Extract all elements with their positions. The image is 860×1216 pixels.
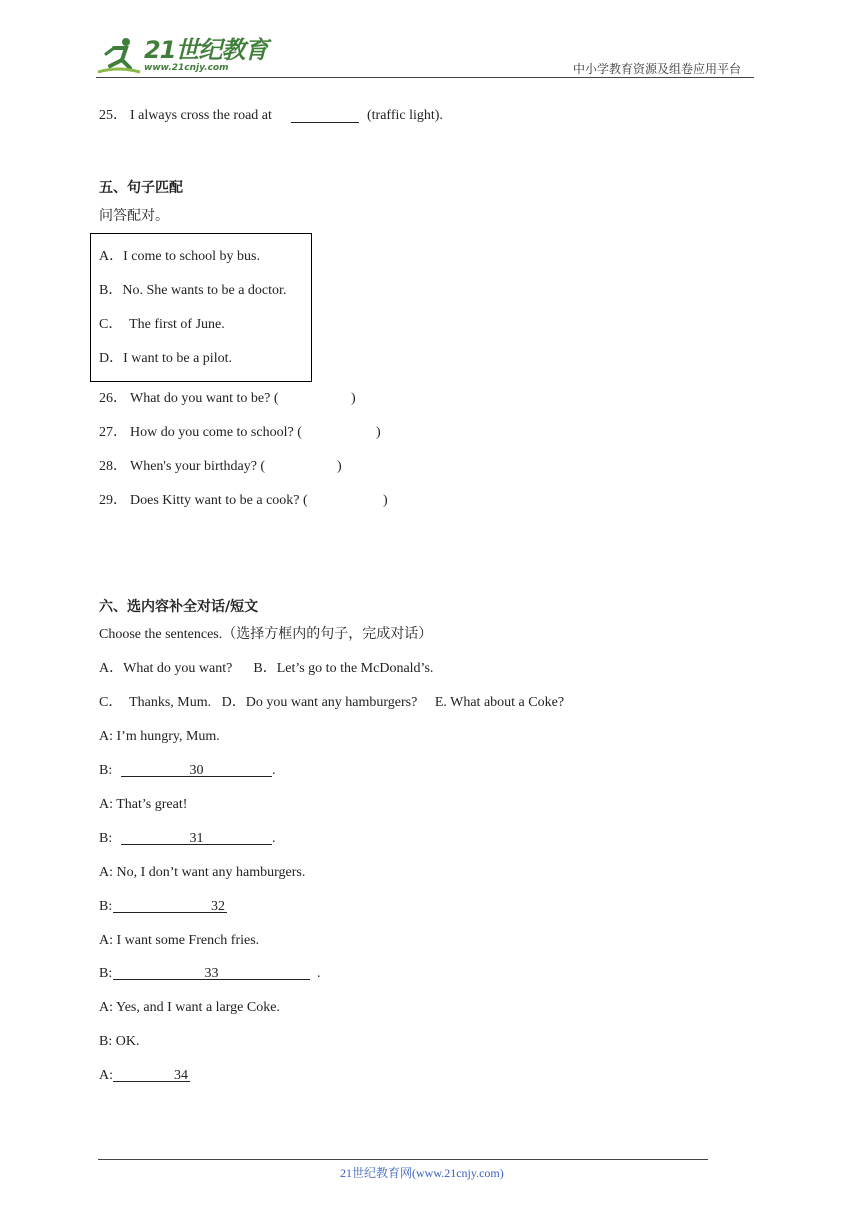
logo bbox=[96, 34, 276, 78]
question-number: 26． bbox=[99, 391, 127, 406]
question-hint: (traffic light). bbox=[367, 108, 443, 123]
answer-paren-close: ) bbox=[351, 391, 356, 406]
dialogue-line: A: I want some French fries. bbox=[99, 933, 260, 948]
section-title: 六、选内容补全对话/短文 bbox=[99, 599, 259, 615]
runner-logo-icon bbox=[96, 36, 142, 76]
dialogue-line: A: I’m hungry, Mum. bbox=[99, 729, 220, 744]
option-item: B．No. She wants to be a doctor. bbox=[99, 283, 287, 298]
blank-number: 30 bbox=[189, 763, 204, 778]
section-title: 五、句子匹配 bbox=[99, 180, 183, 196]
dialogue-speaker: B: bbox=[99, 831, 113, 846]
question-number: 28． bbox=[99, 459, 127, 474]
answer-paren-close: ) bbox=[376, 425, 381, 440]
section-instruction: Choose the sentences.（选择方框内的句子，完成对话） bbox=[99, 627, 433, 642]
logo-url: www.21cnjy.com bbox=[144, 63, 229, 73]
options-line: C． Thanks, Mum. D．Do you want any hamburgers? E. What about a Coke? bbox=[99, 695, 565, 710]
dialogue-punct: . bbox=[272, 831, 276, 846]
option-item: C． The first of June. bbox=[99, 317, 225, 332]
question-text: Does Kitty want to be a cook? ( bbox=[130, 493, 308, 508]
dialogue-line: B: OK. bbox=[99, 1034, 140, 1049]
blank-number: 34 bbox=[174, 1068, 188, 1083]
question-text: How do you come to school? ( bbox=[130, 425, 302, 440]
dialogue-speaker: B: bbox=[99, 966, 113, 981]
answer-paren-close: ) bbox=[383, 493, 388, 508]
header-platform-text: 中小学教育资源及组卷应用平台 bbox=[573, 62, 742, 76]
header-divider bbox=[96, 77, 754, 78]
dialogue-punct: . bbox=[317, 966, 321, 981]
options-line: A．What do you want? B．Let’s go to the McDonald’s. bbox=[99, 661, 434, 676]
dialogue-speaker: B: bbox=[99, 899, 113, 914]
dialogue-speaker: A: bbox=[99, 1068, 113, 1083]
dialogue-line: A: No, I don’t want any hamburgers. bbox=[99, 865, 306, 880]
answer-paren-close: ) bbox=[337, 459, 342, 474]
dialogue-punct: . bbox=[272, 763, 276, 778]
question-number: 29． bbox=[99, 493, 127, 508]
question-text: When's your birthday? ( bbox=[130, 459, 266, 474]
option-item: D．I want to be a pilot. bbox=[99, 351, 232, 366]
question-number: 27． bbox=[99, 425, 127, 440]
footer-link[interactable]: 21世纪教育网(www.21cnjy.com) bbox=[340, 1166, 504, 1180]
question-text: What do you want to be? ( bbox=[130, 391, 279, 406]
section-instruction: 问答配对。 bbox=[99, 208, 169, 224]
dialogue-speaker: B: bbox=[99, 763, 113, 778]
logo-text: 21世纪教育 bbox=[144, 36, 268, 64]
option-item: A．I come to school by bus. bbox=[99, 249, 260, 264]
blank-number: 33 bbox=[204, 966, 219, 981]
footer-divider bbox=[98, 1159, 708, 1160]
answer-blank[interactable] bbox=[113, 912, 227, 913]
dialogue-line: A: That’s great! bbox=[99, 797, 188, 812]
blank-number: 31 bbox=[189, 831, 204, 846]
answer-blank[interactable] bbox=[291, 122, 359, 123]
question-number: 25． bbox=[99, 108, 127, 123]
dialogue-line: A: Yes, and I want a large Coke. bbox=[99, 1000, 280, 1015]
question-text: I always cross the road at bbox=[130, 108, 272, 123]
blank-number: 32 bbox=[211, 899, 225, 914]
